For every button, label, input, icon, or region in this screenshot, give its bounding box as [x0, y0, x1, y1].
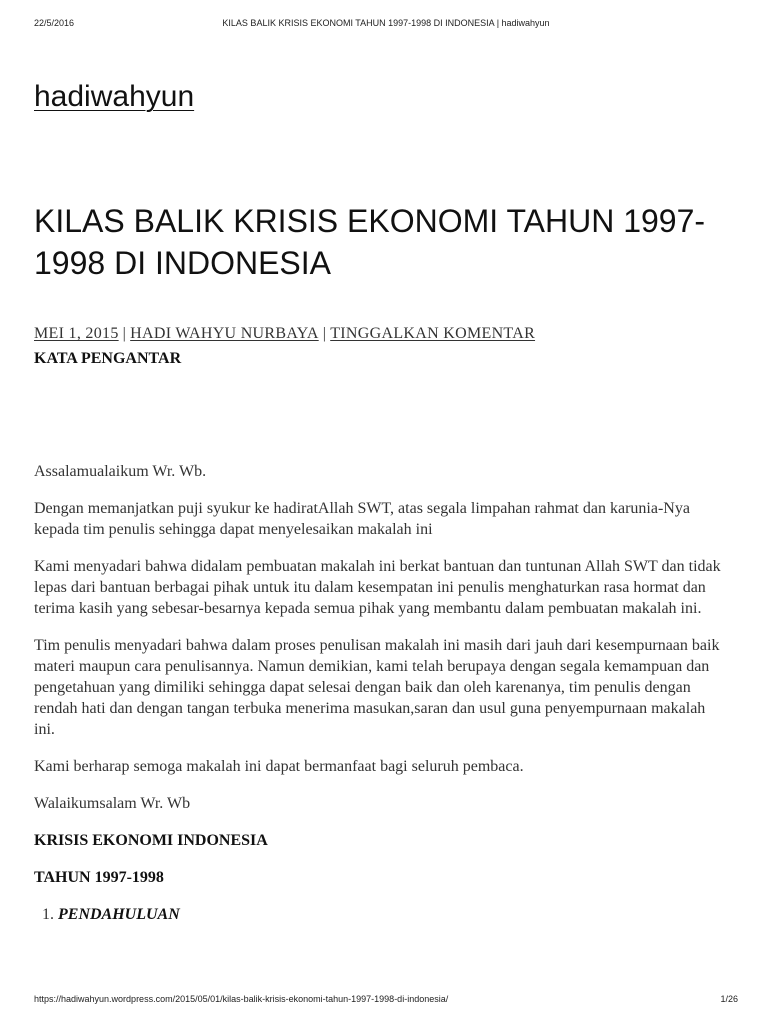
print-page-title: KILAS BALIK KRISIS EKONOMI TAHUN 1997-1998 DI INDONESIA | hadiwahyun — [222, 18, 550, 28]
meta-separator: | — [322, 325, 327, 342]
paragraph: Kami menyadari bahwa didalam pembuatan makalah ini berkat bantuan dan tuntunan Allah SWT dan tidak lepas dari bantuan berbagai pihak untuk itu dalam kesempatan ini penulis menghaturkan rasa hormat dan terima kasih yang sebesar-besarnya kepada semua pihak yang membantu dalam pembuatan makalah ini. — [34, 558, 721, 617]
post-date-link[interactable]: MEI 1, 2015 — [34, 325, 119, 342]
print-header — [34, 18, 738, 32]
subheading: TAHUN 1997-1998 — [34, 869, 164, 886]
closing-text: Walaikumsalam Wr. Wb — [34, 795, 191, 812]
post-title: KILAS BALIK KRISIS EKONOMI TAHUN 1997-1998 DI INDONESIA — [34, 203, 706, 281]
list-item-label: PENDAHULUAN — [58, 906, 180, 923]
section-heading: KATA PENGANTAR — [34, 350, 182, 367]
subheading: KRISIS EKONOMI INDONESIA — [34, 832, 268, 849]
post-meta — [34, 325, 535, 343]
paragraph: Kami berharap semoga makalah ini dapat bermanfaat bagi seluruh pembaca. — [34, 758, 524, 775]
paragraph: Dengan memanjatkan puji syukur ke hadiratAllah SWT, atas segala limpahan rahmat dan karunia-Nya kepada tim penulis sehingga dapat menyelesaikan makalah ini — [34, 500, 690, 538]
leave-comment-link[interactable]: TINGGALKAN KOMENTAR — [330, 325, 536, 342]
meta-separator: | — [122, 325, 127, 342]
print-url: https://hadiwahyun.wordpress.com/2015/05/01/kilas-balik-krisis-ekonomi-tahun-1997-1998-di-indonesia/ — [34, 994, 449, 1004]
list-item — [58, 904, 724, 925]
print-date: 22/5/2016 — [34, 18, 75, 28]
outline-list — [34, 904, 724, 925]
print-footer — [34, 994, 738, 1008]
post-content — [34, 348, 724, 925]
greeting-text: Assalamualaikum Wr. Wb. — [34, 463, 207, 480]
site-title-link[interactable]: hadiwahyun — [34, 80, 195, 113]
print-page-number: 1/26 — [720, 994, 738, 1004]
paragraph: Tim penulis menyadari bahwa dalam proses penulisan makalah ini masih dari jauh dari kesempurnaan baik materi maupun cara penulisannya. Namun demikian, kami telah berupaya dengan segala kemampuan dan pengetahuan yang dimiliki sehingga dapat selesai dengan baik dan oleh karenanya, tim penulis dengan rendah hati dan dengan tangan terbuka menerima masukan,saran dan usul guna penyempurnaan makalah ini. — [34, 637, 720, 738]
post-author-link[interactable]: HADI WAHYU NURBAYA — [130, 325, 319, 342]
